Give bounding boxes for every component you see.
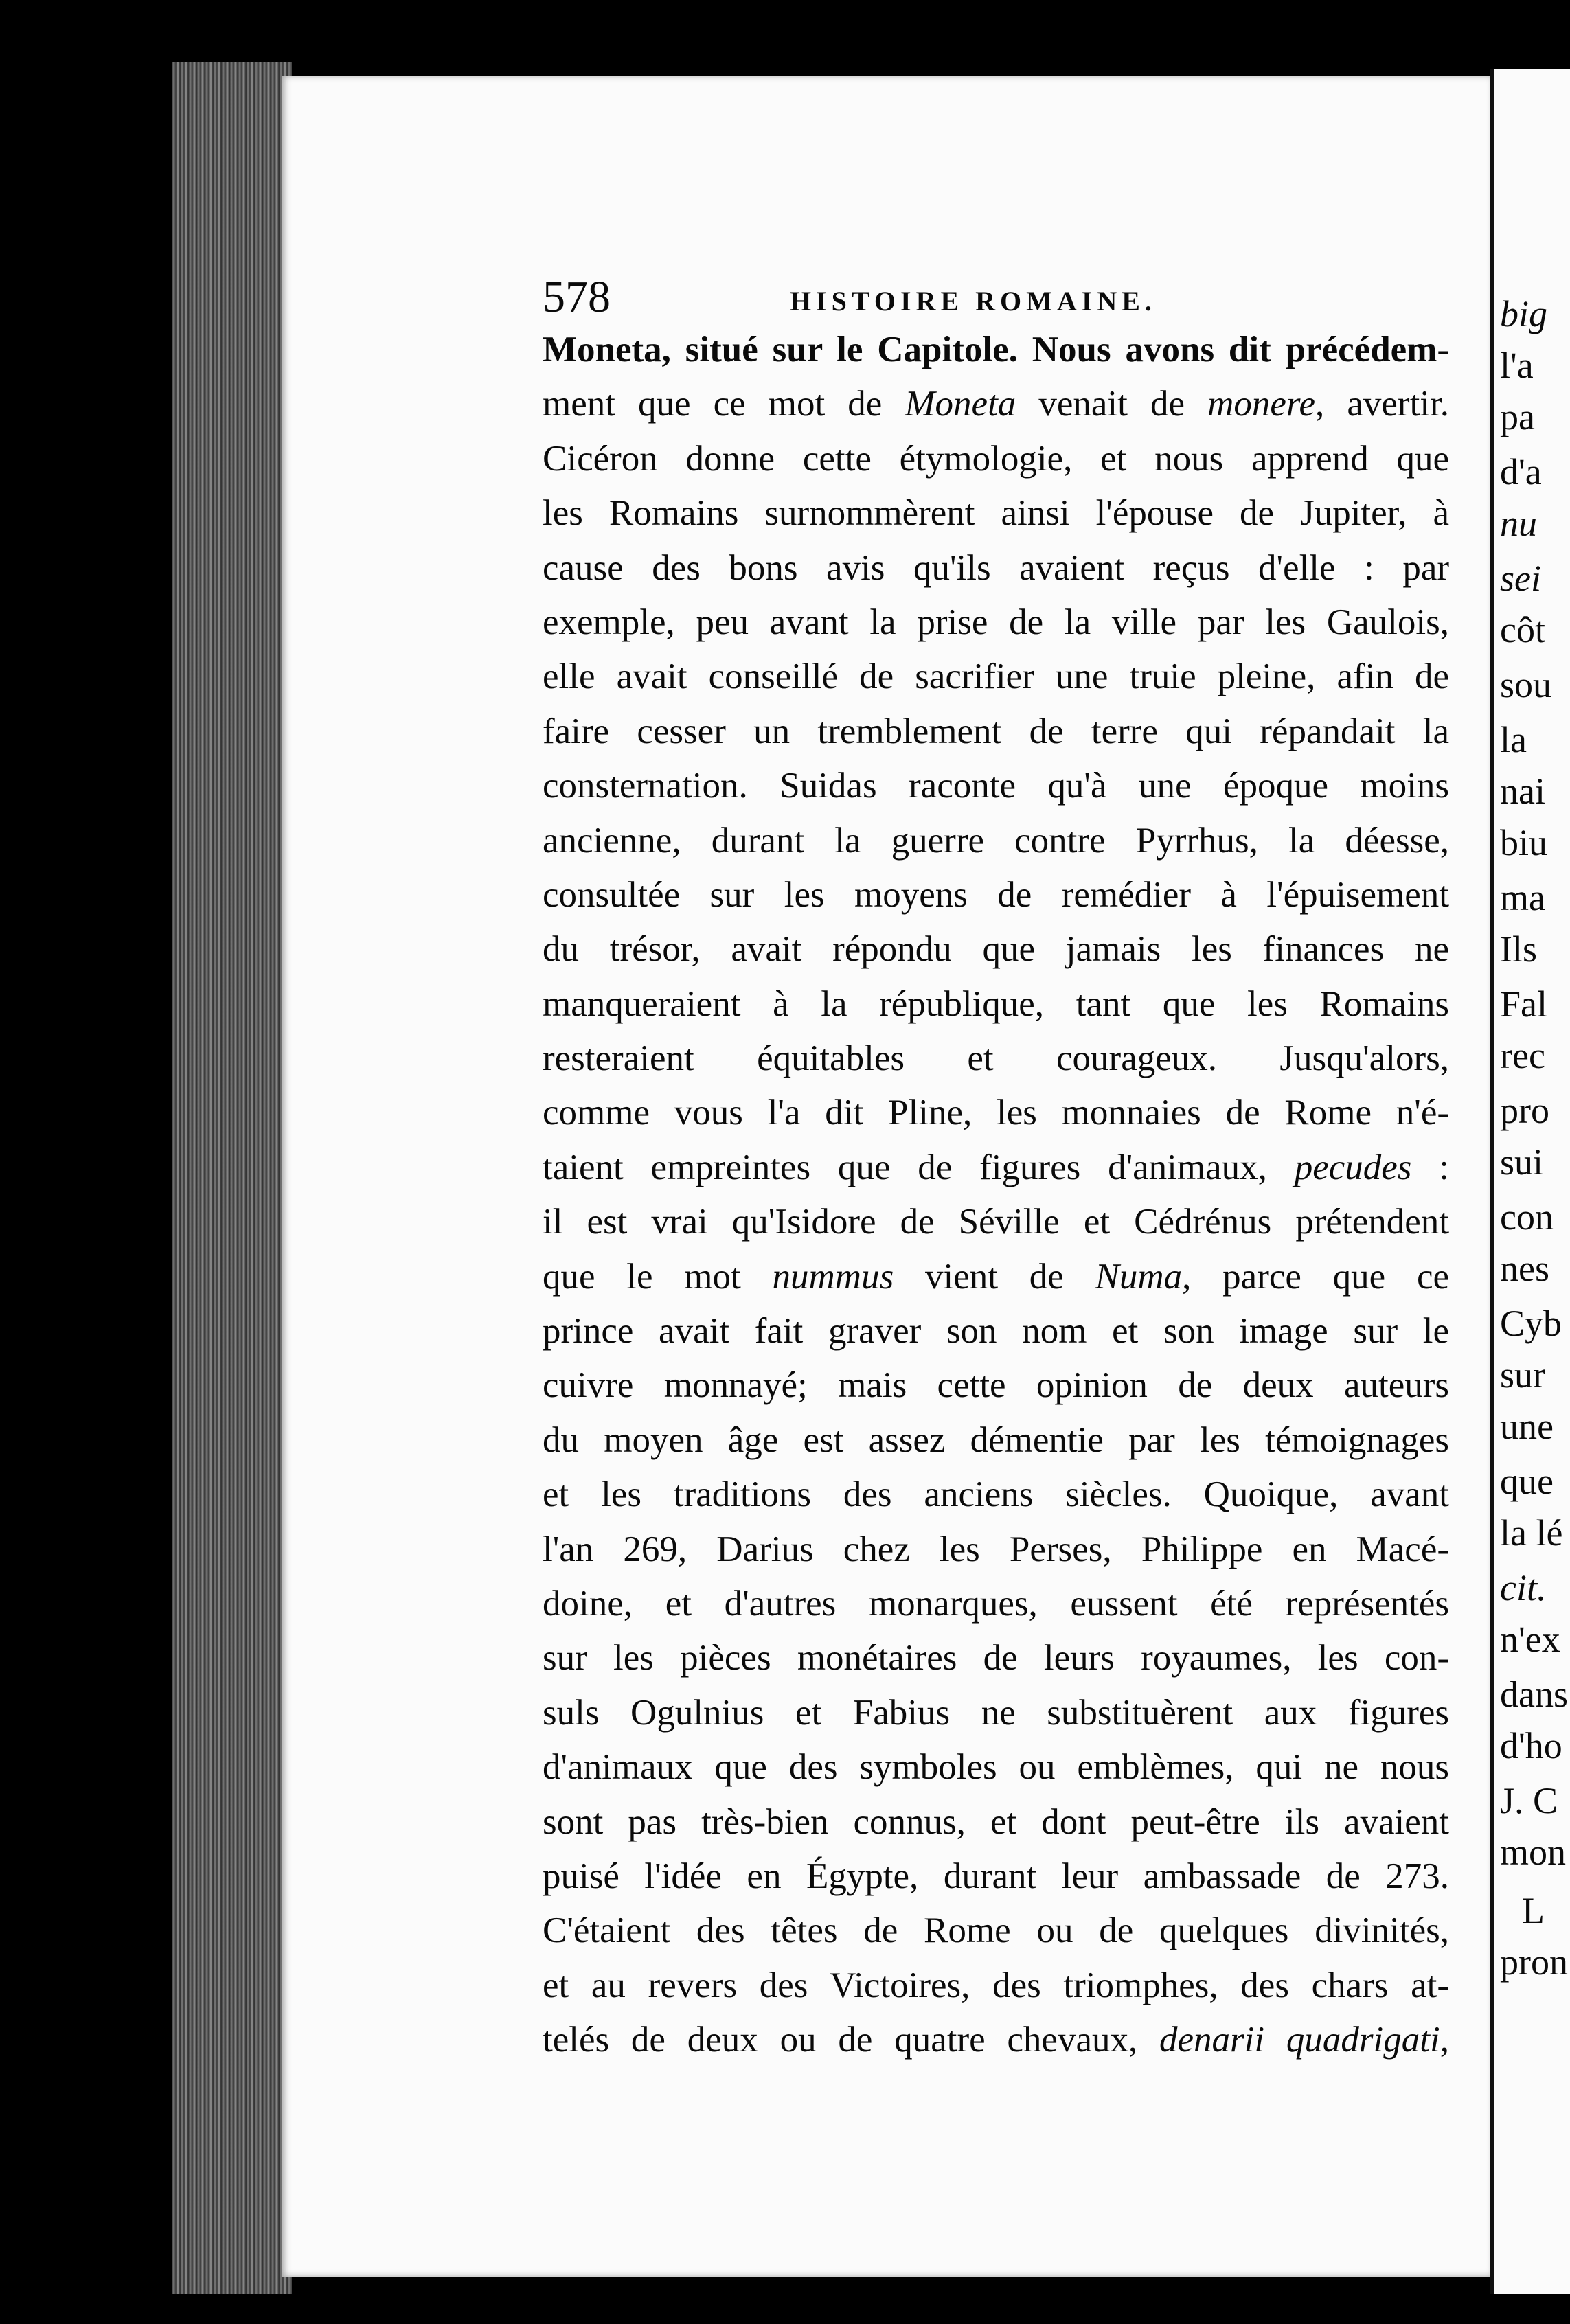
- right-page-fragment: pro: [1500, 1090, 1549, 1131]
- page-edges: [172, 62, 292, 2294]
- right-page-fragment: sou: [1500, 664, 1552, 705]
- text-line: [543, 814, 1449, 868]
- italic-text: Numa: [1095, 1256, 1183, 1297]
- text-line: [543, 1795, 1449, 1849]
- right-page-fragment: Cyb: [1500, 1303, 1562, 1344]
- text-segment: cuivre monnayé; mais cette opinion de deux auteurs: [543, 1365, 1449, 1406]
- text-line: [543, 1141, 1449, 1195]
- right-page-fragment: côt: [1500, 609, 1545, 650]
- text-segment: l'an 269, Darius chez les Perses, Philippe en Macé-: [543, 1529, 1449, 1569]
- text-line: [543, 1631, 1449, 1685]
- text-segment: telés de deux ou de quatre chevaux,: [543, 2020, 1160, 2060]
- right-page-fragment: la lé: [1500, 1512, 1563, 1553]
- text-line: [543, 1250, 1449, 1304]
- text-line: [543, 1740, 1449, 1795]
- right-page-fragment: Fal: [1500, 983, 1548, 1025]
- right-page-fragment: big: [1500, 293, 1548, 334]
- text-line: [543, 541, 1449, 595]
- text-segment: C'étaient des têtes de Rome ou de quelques divinités,: [543, 1911, 1449, 1951]
- text-line: [543, 705, 1449, 759]
- text-segment: d'animaux que des symboles ou emblèmes, qui ne nous: [543, 1747, 1449, 1788]
- text-segment: puisé l'idée en Égypte, durant leur ambassade de 273.: [543, 1856, 1449, 1896]
- right-page-fragment: une: [1500, 1406, 1554, 1447]
- right-page-fragment: que: [1500, 1461, 1554, 1502]
- text-line: [543, 1468, 1449, 1522]
- book-page-right-fragment: [1490, 69, 1570, 2294]
- text-segment: exemple, peu avant la prise de la ville par les Gaulois,: [543, 602, 1449, 642]
- text-line: [543, 1849, 1449, 1904]
- text-segment: prince avait fait graver son nom et son image sur le: [543, 1311, 1449, 1352]
- text-line: [543, 1195, 1449, 1249]
- right-page-fragment: Ils: [1500, 929, 1537, 970]
- text-segment: taient empreintes que de figures d'animaux,: [543, 1147, 1295, 1187]
- text-segment: les Romains surnommèrent ainsi l'épouse de Jupiter, à: [543, 493, 1449, 534]
- text-segment: sont pas très-bien connus, et dont peut-être ils avaient: [543, 1801, 1449, 1842]
- text-segment: faire cesser un tremblement de terre qui répandait la: [543, 711, 1449, 751]
- right-page-fragment: mon: [1500, 1832, 1567, 1873]
- text-segment: Moneta, situé sur le Capitole. Nous avons dit précédem-: [543, 330, 1449, 369]
- text-segment: du moyen âge est assez démentie par les témoignages: [543, 1420, 1449, 1460]
- text-segment: et les traditions des anciens siècles. Quoique, avant: [543, 1474, 1449, 1515]
- italic-text: denarii quadrigati: [1159, 2020, 1440, 2060]
- text-line: [543, 1304, 1449, 1358]
- right-page-fragment: J. C: [1500, 1780, 1558, 1821]
- right-page-fragment: nu: [1500, 503, 1537, 544]
- text-line: [543, 1358, 1449, 1413]
- text-segment: manqueraient à la république, tant que les Romains: [543, 983, 1449, 1024]
- text-segment: ancienne, durant la guerre contre Pyrrhus, la déesse,: [543, 820, 1449, 861]
- page-number: 578: [543, 272, 611, 322]
- right-page-fragment: pron: [1500, 1941, 1568, 1983]
- right-page-fragment: sur: [1500, 1354, 1545, 1395]
- text-segment: consternation. Suidas raconte qu'à une époque moins: [543, 766, 1449, 806]
- body-text: [543, 323, 1449, 2068]
- right-page-fragment: la: [1500, 719, 1527, 760]
- text-segment: , parce que ce: [1182, 1256, 1449, 1297]
- right-page-fragment: d'ho: [1500, 1725, 1562, 1766]
- text-segment: vient de: [894, 1256, 1095, 1297]
- text-line: [543, 2013, 1449, 2067]
- right-page-fragment: L: [1522, 1890, 1545, 1931]
- text-segment: et au revers des Victoires, des triomphes, des chars at-: [543, 1965, 1449, 2005]
- right-page-fragment: nes: [1500, 1248, 1549, 1289]
- text-segment: resteraient équitables et courageux. Jusqu'alors,: [543, 1038, 1449, 1079]
- right-page-fragment: biu: [1500, 822, 1548, 863]
- right-page-fragment: n'ex: [1500, 1619, 1560, 1660]
- text-segment: consultée sur les moyens de remédier à l'épuisement: [543, 874, 1449, 915]
- right-page-fragment: sei: [1500, 558, 1541, 599]
- right-page-fragment: cit.: [1500, 1567, 1547, 1608]
- text-line: [543, 1904, 1449, 1958]
- text-segment: il est vrai qu'Isidore de Séville et Cédrénus prétendent: [543, 1202, 1449, 1242]
- right-page-fragment: con: [1500, 1196, 1554, 1238]
- text-line: [543, 922, 1449, 977]
- right-page-fragment: l'a: [1500, 345, 1534, 386]
- text-segment: suls Ogulnius et Fabius ne substituèrent aux figures: [543, 1692, 1449, 1733]
- text-line: [543, 1577, 1449, 1631]
- text-segment: ,: [1440, 2020, 1449, 2060]
- italic-text: monere: [1207, 384, 1316, 424]
- right-page-fragment: dans: [1500, 1674, 1568, 1715]
- text-segment: cause des bons avis qu'ils avaient reçus d'elle : par: [543, 547, 1449, 588]
- text-segment: , avertir.: [1315, 384, 1449, 424]
- italic-text: pecudes: [1294, 1147, 1412, 1187]
- italic-text: nummus: [772, 1256, 894, 1297]
- text-segment: que le mot: [543, 1256, 773, 1297]
- text-line: [543, 1959, 1449, 2013]
- text-line: [543, 1413, 1449, 1468]
- text-segment: ment que ce mot de: [543, 384, 905, 424]
- text-line: [543, 759, 1449, 813]
- text-line: [543, 595, 1449, 650]
- text-line: [543, 1086, 1449, 1140]
- text-segment: :: [1411, 1147, 1449, 1187]
- right-page-fragment: ma: [1500, 877, 1545, 918]
- text-line: [543, 1523, 1449, 1577]
- text-line: [543, 432, 1449, 486]
- text-line: [543, 1032, 1449, 1086]
- right-page-fragment: sui: [1500, 1141, 1544, 1183]
- text-line: [543, 650, 1449, 704]
- text-line: [543, 977, 1449, 1032]
- text-line: [543, 868, 1449, 922]
- text-segment: du trésor, avait répondu que jamais les finances ne: [543, 929, 1449, 970]
- text-segment: elle avait conseillé de sacrifier une truie pleine, afin de: [543, 657, 1449, 697]
- page-header: [543, 271, 1435, 326]
- text-line: [543, 1686, 1449, 1740]
- text-line: [543, 323, 1449, 377]
- text-segment: comme vous l'a dit Pline, les monnaies de Rome n'é-: [543, 1093, 1449, 1133]
- text-line: [543, 486, 1449, 540]
- text-segment: venait de: [1016, 384, 1208, 424]
- right-page-fragment: d'a: [1500, 451, 1542, 492]
- text-segment: Cicéron donne cette étymologie, et nous apprend que: [543, 438, 1449, 479]
- text-segment: sur les pièces monétaires de leurs royaumes, les con-: [543, 1638, 1449, 1678]
- right-page-fragment: nai: [1500, 771, 1545, 812]
- right-page-fragment: rec: [1500, 1035, 1545, 1076]
- running-title: HISTOIRE ROMAINE.: [790, 286, 1157, 317]
- italic-text: Moneta: [905, 384, 1016, 424]
- right-page-fragment: pa: [1500, 396, 1535, 437]
- text-segment: doine, et d'autres monarques, eussent été représentés: [543, 1583, 1449, 1624]
- text-line: [543, 377, 1449, 431]
